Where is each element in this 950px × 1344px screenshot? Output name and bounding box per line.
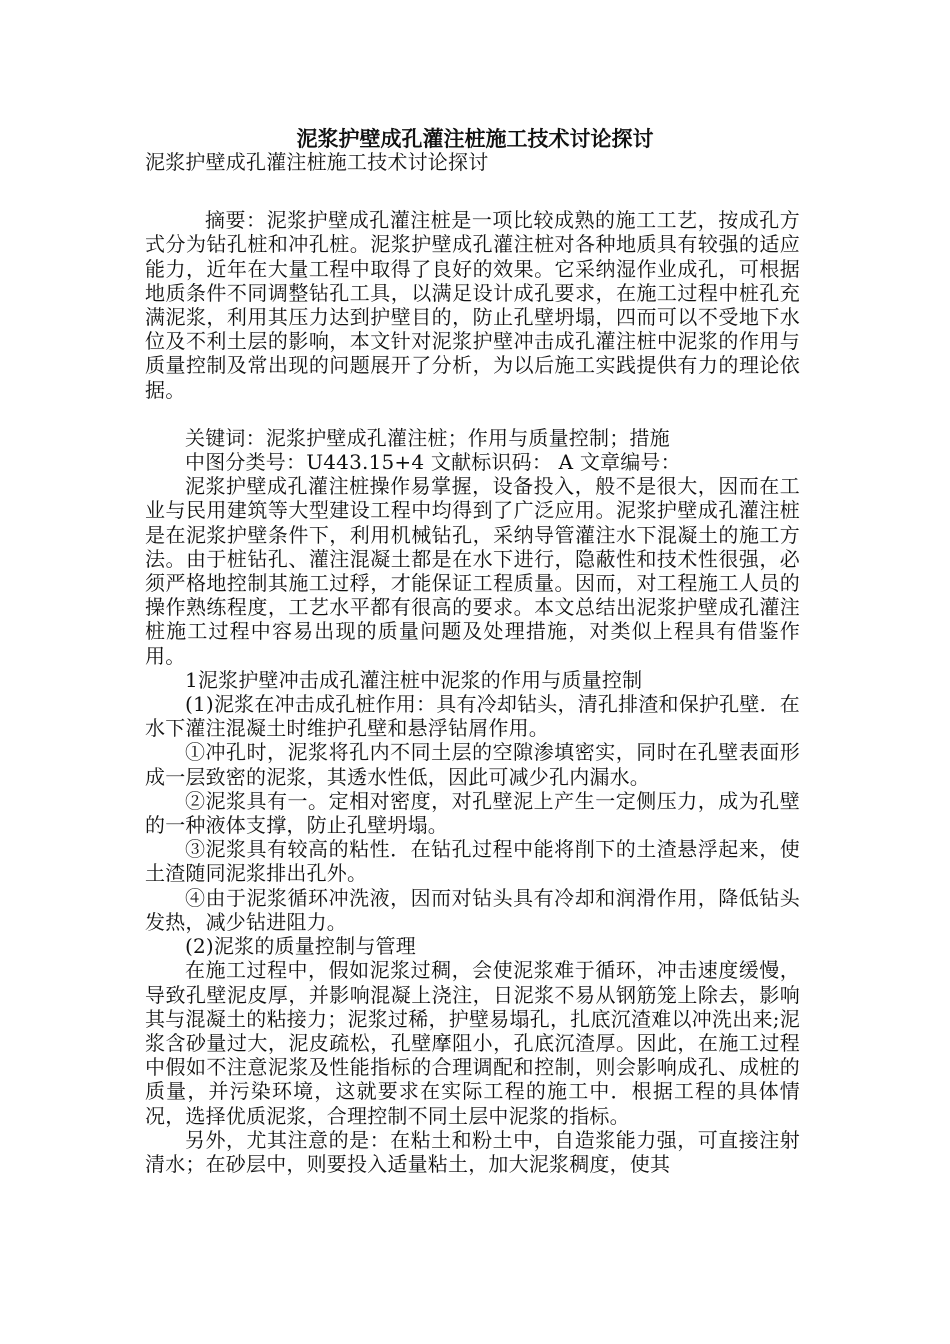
spacer <box>145 174 800 208</box>
section-heading-1: 1泥浆护壁冲击成孔灌注桩中泥浆的作用与质量控制 <box>185 667 643 692</box>
body-paragraph: 在施工过程中，假如泥浆过稠，会使泥浆难于循环，冲击速度缓慢，导致孔壁泥皮厚，并影响混凝上浇注，日泥浆不易从钢筋笼上除去，影响其与混凝土的粘接力；泥浆过稀，护壁易塌孔，扎底沉渣难以冲洗出来;泥浆含砂量过大，泥皮疏松，孔壁摩阻小，孔底沉渣厚。因此，在施工过程中假如不注意泥浆及性能指标的合理调配和控制，则会影响成孔、成桩的质量，并污染环境，这就要求在实际工程的施工中．根据工程的具体情况，选择优质泥浆，合理控制不同土层中泥浆的指标。 <box>145 958 800 1128</box>
list-item-2: ②泥浆具有一。定相对密度，对孔壁泥上产生一定侧压力，成为孔壁的一种液体支撑，防止孔壁坍塌。 <box>145 788 800 838</box>
document-subtitle: 泥浆护壁成孔灌注桩施工技术讨论探讨 <box>145 150 489 174</box>
document-body <box>145 150 800 1176</box>
list-item-4: ④由于泥浆循环冲洗液，因而对钻头具有冷却和润滑作用，降低钻头发热，减少钻进阻力。 <box>145 885 800 934</box>
list-item-3: ③泥浆具有较高的粘性．在钻孔过程中能将削下的土渣悬浮起来，使土渣随同泥浆排出孔外。 <box>145 837 800 886</box>
list-item-1: ①冲孔时，泥浆将孔内不同土层的空隙渗填密实，同时在孔壁表面形成一层致密的泥浆，其透水性低，因此可减少孔内漏水。 <box>145 740 800 789</box>
abstract-paragraph: 摘要：泥浆护壁成孔灌注桩是一项比较成熟的施工工艺，按成孔方式分为钻孔桩和冲孔桩。泥浆护壁成孔灌注桩对各种地质具有较强的适应能力，近年在大量工程中取得了良好的效果。它采纳湿作业成孔，可根据地质条件不同调整钻孔工具，以满足设计成孔要求，在施工过程中桩孔充满泥浆，利用其压力达到护壁目的，防止孔壁坍塌，四而可以不受地下水位及不利土层的影响，本文针对泥浆护壁冲击成孔灌注桩中泥浆的作用与质量控制及常出现的问题展开了分析，为以后施工实践提供有力的理论依据。 <box>145 208 800 402</box>
spacer <box>145 402 800 426</box>
intro-paragraph: 泥浆护壁成孔灌注桩操作易掌握，设备投入，般不是很大，因而在工业与民用建筑等大型建设工程中均得到了广泛应用。泥浆护壁成孔灌注桩是在泥浆护壁条件下，利用机械钻孔，采纳导管灌注水下混凝土的施工方法。由于桩钻孔、灌注混凝土都是在水下进行，隐蔽性和技术性很强，必须严格地控制其施工过稃，才能保证工程质量。因而，对工程施工人员的操作熟练程度，工艺水平都有很高的要求。本文总结出泥浆护壁成孔灌注桩施工过程中容易出现的质量问题及处理措施，对类似上程具有借鉴作用。 <box>145 474 800 668</box>
body-paragraph-continued: 另外，尤其注意的是：在粘土和粉土中，自造浆能力强，可直接注射清水；在砂层中，则要投入适量粘土，加大泥浆稠度，使其 <box>145 1127 800 1176</box>
classification-line: 中图分类号：U443.15+4 文献标识码： A 文章编号： <box>185 450 681 475</box>
subsection-heading-2: (2)泥浆的质量控制与管理 <box>185 934 416 959</box>
keywords-line: 关键词：泥浆护壁成孔灌注桩；作用与质量控制；措施 <box>185 425 670 450</box>
document-title: 泥浆护壁成孔灌注桩施工技术讨论探讨 <box>296 126 654 151</box>
subsection-heading-1: (1)泥浆在冲击成孔桩作用：具有冷却钻头，清孔排渣和保护孔壁．在水下灌注混凝土时维护孔壁和悬浮钻屑作用。 <box>145 692 800 741</box>
